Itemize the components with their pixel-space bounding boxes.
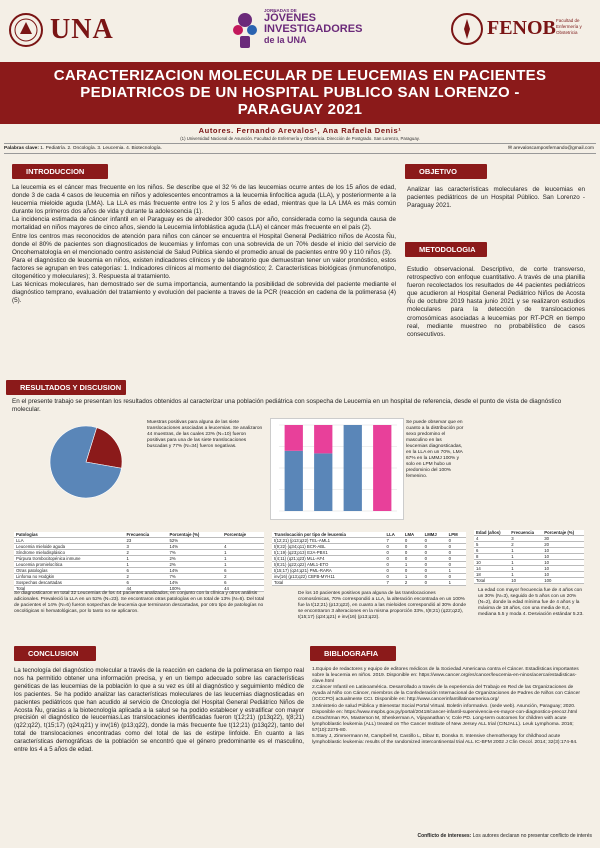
bar-caption: Se puede observar que en cuanto a la distribución por sexo predomino el masculino en las leucemias diagnosticadas, en la LLA en un 70%, LMA 67% en la LMMJ 100% y solo en LPM hubo un predominio del 100% femenino. (406, 420, 464, 479)
table-row (474, 578, 584, 584)
table-header-cell: LPM (447, 532, 466, 538)
table-cell: 0 (385, 556, 403, 562)
authors-block (0, 126, 600, 141)
una-logo-text: UNA (50, 14, 114, 45)
table-cell: Sospechas descartadas (14, 580, 124, 586)
reference-item: 5.Stary J, Zimmermann M, Campbell M, Castillo L, Dibar E, Donska S. Intensive chemotherapy for childhood acute lymphoblastic leukemia: results of the randomized intercontinental trial ALL IC-BFM 2002 J Clin Oncol. 2014; 32(3):174-84. (312, 734, 578, 746)
table-cell: 0 (423, 550, 447, 556)
table-cell: 4 (222, 544, 264, 550)
table-cell: 5 (474, 542, 509, 548)
table-cell: 1 (124, 562, 167, 568)
intro-p3: Entre los centros mas reconocidos de atención para niños con cáncer se encuentra el Hospital General Pediátrico niños de Acosta Ñu, donde el 80% de pacientes son diagnosticados de leucemias y linfomas con una sobrevida de un 70% desde el inicio del servicio de Oncohematología en el mencionado centro asistencial de Salud Pública siendo el promedio anual de pacientes entre 90 y 110 niños (3). (12, 232, 396, 256)
table-cell: LLA (14, 538, 124, 544)
table-cell: 6 (222, 580, 264, 586)
table-header-row (474, 530, 584, 536)
table-cell: 0 (403, 538, 423, 544)
table-header-cell: LMMJ (423, 532, 447, 538)
bar-segment (285, 451, 303, 511)
table-cell: 0 (447, 550, 466, 556)
fenob-sub1: Facultad de (556, 18, 580, 23)
table-cell: 1 (447, 580, 466, 586)
conflict-label: Conflicto de intereses: (417, 833, 472, 839)
table-cell: 1 (222, 562, 264, 568)
table-cell: Otras patologías (14, 568, 124, 574)
positivity-pie-chart (44, 420, 128, 504)
table-cell: 1 (509, 566, 542, 572)
table-cell: 10 (474, 560, 509, 566)
table-cell: 0 (403, 556, 423, 562)
table-cell: 1 (124, 556, 167, 562)
table-cell: 6 (222, 568, 264, 574)
conclusion-text: La tecnología del diagnóstico molecular a través de la reacción en cadena de la polimerasa en tiempo real nos ha permitido obtener una información precisa, y en un tiempo adecuado sobre las características genéticas de las leucemias de la población lo que a su vez es útil al diagnóstico y seguimiento médico de los pacientes. Se ha podido analizar las características moleculares de las leucemias diagnosticadas en pacientes pediátricos que han acudido al servicio de Oncología del Hospital General Pediátrico Niños de Acosta Ñu, gracias a la biotecnología aplicada a la salud se ha podido establecer y estratificar con mayor precisión el diagnóstico de leucemias.Las translocaciones identificadas fueron t(12;21) (p13q22), t(8;21) (q22;q22), t(15;17) (q24;q21) y inv(16) (p13;q22), donde la más frecuente fue t(12;21) (p13q22), tanto del total de translocaciones encontradas como del total de las de estirpe linfoide. En cuanto a las características demográficas de la población se encontró que el género predominante es el masculino, entre los 4 a 5 años de edad. (14, 667, 304, 754)
table-cell: 44 (222, 586, 264, 592)
intro-p5: Las técnicas moleculares, han demostrado ser de suma importancia, aumentando la posibilidad de sobrevida del paciente mediante el diagnóstico temprano, evaluación del tratamiento y evolución del paciente a traves de la PCR (reacción en cadena de la polimerasa (4) (5). (12, 281, 396, 305)
table-cell: 10 (542, 554, 584, 560)
bar-segment (314, 453, 332, 511)
jovenes-line2: JÓVENES (264, 12, 316, 24)
fenob-name: FENOB (487, 17, 556, 39)
table-cell: Síndrome mielodisplásico (14, 550, 124, 556)
table-cell: 30 (542, 536, 584, 542)
table-cell: 7 (385, 580, 403, 586)
table-header-cell: Frecuencia (509, 530, 542, 536)
table-cell: 52% (167, 538, 222, 544)
table-header-cell: Frecuencia (124, 532, 167, 538)
title-line3: PARAGUAY 2021 (237, 101, 363, 118)
bar-segment (373, 425, 391, 511)
table-cell: 44 (124, 586, 167, 592)
table-cell: 23 (124, 538, 167, 544)
table-cell: 3 (509, 536, 542, 542)
email-icon: ✉ (507, 145, 513, 151)
table-cell: t(15;17) (q24;q21) PML-RARA (272, 568, 385, 574)
table-cell: 10 (542, 566, 584, 572)
table-cell: 2% (167, 562, 222, 568)
table-header-cell: Edad (años) (474, 530, 509, 536)
table-cell: 14% (167, 580, 222, 586)
table-cell: Total (14, 586, 124, 592)
table-cell: Leucemia promielocítica (14, 562, 124, 568)
table-header-cell: Translocación por tipo de leucemia (272, 532, 385, 538)
intro-p4: Para el diagnóstico de leucemia en niños, existen indicadores clínicos y de laboratorio que demuestran tener un valor pronóstico, estos factores se agrupan en tres categorías: 1. Indicadores clínicos al momento del diagnóstico; 2. Características biológicas (inmunofenotipo, citogenético y moleculares); 3. Respuesta al tratamiento. (12, 256, 396, 281)
table-cell: 1 (509, 548, 542, 554)
table-cell: 0 (423, 562, 447, 568)
table-cell: 0 (423, 580, 447, 586)
table-cell: 10 (509, 578, 542, 584)
reference-item: 3.Ministerio de salud Pública y Bienestar Social Portal Virtual. Boletín informativo. (sede web). Asunción, Paraguay; 2020. Disponible en: https://www.mspbs.gov.py/portal/20418/cancer-infantil-supervivencia-es-mayor-con-diagnostico-precoz.html (312, 703, 578, 715)
intro-heading: INTRODUCCION (12, 164, 108, 179)
bar-chart-panel (270, 418, 404, 520)
table-cell: 0 (385, 574, 403, 580)
table-cell: 6 (124, 568, 167, 574)
table-cell: 0 (447, 574, 466, 580)
table2-panel (272, 532, 466, 586)
table-cell: 0 (403, 550, 423, 556)
table-cell: 7% (167, 574, 222, 580)
pie-caption: Muestras positivas para alguna de las siete translocaciones asociadas a leucemias. Se analizaron 44 muestras, de las cuales 23% (N=10) fueron positivas para una de las siete translocaciones buscadas y 77% (N=34) fueron negativas. (147, 420, 263, 449)
table-cell: 2 (124, 550, 167, 556)
title-line1: CARACTERIZACION MOLECULAR DE LEUCEMIAS EN PACIENTES (53, 67, 547, 84)
table-cell: 0 (423, 544, 447, 550)
table-cell: 1 (403, 574, 423, 580)
table-cell: 0 (385, 562, 403, 568)
resultados-intro: En el presente trabajo se presentan los resultados obtenidos al caracterizar una población pediátrica con sospecha de Leucemia en un hospital de referencia, desde el punto de vista de diagnóstico molecular. (12, 398, 562, 414)
table-cell: 0 (423, 556, 447, 562)
table-cell: 14% (167, 568, 222, 574)
table-cell: 20 (542, 542, 584, 548)
intro-p2: La incidencia estimada de cáncer infantil en el Paraguay es de alrededor 300 casos por año, considerada como la segunda causa de mortalidad en niños mayores de cinco años, siendo la Leucemia linfoblástica aguda (LLA) el cáncer más frecuente en el país (2). (12, 216, 396, 232)
table-cell: 1 (509, 554, 542, 560)
table-cell: 100 (542, 578, 584, 584)
table1-panel (14, 532, 264, 592)
table-cell: 2% (167, 556, 222, 562)
sex-distribution-bar-chart (271, 419, 403, 519)
table-header-cell: Porcentaje (222, 532, 264, 538)
table-cell: 2 (124, 574, 167, 580)
conflict-line (372, 833, 592, 839)
pie-chart-panel (44, 420, 128, 504)
table-cell: 1 (222, 550, 264, 556)
title-banner (0, 62, 600, 124)
table-header-cell: Porcentaje (%) (542, 530, 584, 536)
metodologia-heading: METODOLOGIA (405, 242, 487, 257)
table-cell: 0 (447, 538, 466, 544)
table-cell: 1 (403, 562, 423, 568)
table-cell: 0 (423, 538, 447, 544)
table-header-cell: LLA (385, 532, 403, 538)
keywords-text: 1. Pediatría. 2. Oncología. 3. Leucemia. 4. Biotecnología. (38, 146, 162, 151)
una-logo (8, 12, 128, 48)
jovenes-line1: JORNADAS DE (264, 8, 297, 13)
table-cell: 0 (423, 568, 447, 574)
table-cell: 1 (509, 560, 542, 566)
table-cell: 8 (474, 554, 509, 560)
references-list (312, 667, 588, 746)
title-line2: PEDIATRICOS DE UN HOSPITAL PUBLICO SAN LORENZO - (80, 84, 520, 101)
table-cell: 6 (124, 580, 167, 586)
translocaciones-table (272, 532, 466, 586)
objetivo-text: Analizar las características moleculares de leucemias en pacientes pediátricos de un Hospital Público. San Lorenzo - Paraguay 2021. (407, 186, 585, 210)
jovenes-line4: de la UNA (264, 35, 307, 45)
table-cell: 1 (509, 572, 542, 578)
intro-p1: La leucemia es el cáncer mas frecuente en los niños. Se describe que el 32 % de las leucemias ocurre antes de los 15 años de edad, donde 3 de cada 4 casos de leucemia en niños y adolescentes encontramos a la leucemia linfocítica aguda (LLA), y posteriormente a la leucemia mieloide aguda (LMA). La LLA es más frecuente entre los 2 y los 5 años de edad, mientras que la LA LMA es más común durante los primeros dos años de vida y durante la adolescencia (1). (12, 184, 396, 216)
keywords-row (4, 143, 596, 154)
table2-caption: De los 10 pacientes positivos para alguna de las translocaciones cromosómicas, 70% correspondió a LLA, la alteración encontrada en un 100% fue la t(12;21) (p13;q22), en cuanto a las mieloides correspondió al 30% donde se encontraron 3 alteraciones en la misma proporción 33%, t(8;21) (q22;q22), t(15;17) (q24;q21) e inv(16) (p13;q22). (298, 591, 466, 620)
bar-segment (314, 425, 332, 453)
table-cell: t(9;22) (q34;q11) BCR-ABL (272, 544, 385, 550)
bibliografia-heading: BIBLIOGRAFIA (310, 646, 396, 661)
table-cell: 1 (222, 556, 264, 562)
table3-panel (474, 530, 584, 584)
table-cell: 4 (474, 536, 509, 542)
table-cell: t(1;19) (q23;p13) E2A-PBX1 (272, 550, 385, 556)
table-cell: Púrpura trombocitopénica inmune (14, 556, 124, 562)
table-cell: 2 (403, 580, 423, 586)
age-caption: La edad con mayor frecuencia fue de 4 años con un 30% (N=3), seguido de 5 años con un 20% (N=2), donde la edad mínima fue de 4 años y la máxima de 18 años, con una media de 8,4, mediana 5.5 y moda 4. Desviación estándar 5.23. (478, 588, 584, 617)
fenob-sub2: Enfermería y (556, 24, 582, 29)
reference-item: 4.Drachtman RA, Masterson M, Shenkerman A, Vijayanathan V, Cole PD. Long-term outcomes for children with acute lymphoblastic leukemia (ALL) treated on The Cancer Institute of New Jersey ALL trial (CINJALL). Leuk Lymphoma. 2016; 57(10):2275-80. (312, 715, 574, 733)
table-cell: Total (474, 578, 509, 584)
table-cell: 0 (385, 568, 403, 574)
table-cell: t(4;11) (q21;q23) MLL-AF4 (272, 556, 385, 562)
table-cell: t(8;21) (q22;q22) AML1-ETO (272, 562, 385, 568)
table-cell: 3 (124, 544, 167, 550)
table-cell: 6 (474, 548, 509, 554)
table-cell: 0 (423, 574, 447, 580)
patologias-table (14, 532, 264, 592)
una-seal-icon (8, 12, 44, 48)
table-cell: 18 (474, 572, 509, 578)
header-bar (0, 0, 600, 62)
table-cell: 0 (447, 544, 466, 550)
table-cell: 2 (222, 574, 264, 580)
table-header-cell: Patologías (14, 532, 124, 538)
table-cell: 0 (385, 544, 403, 550)
table-cell: 0 (447, 562, 466, 568)
conflict-text: Los autores declaran no presentar conflicto de interés (471, 833, 592, 839)
intro-body (12, 184, 396, 305)
bar-segment (285, 425, 303, 451)
objetivo-heading: OBJETIVO (405, 164, 487, 179)
contact-email[interactable]: arevaloscamposfernando@gmail.com (513, 146, 594, 151)
resultados-heading: RESULTADOS Y DISCUSION (6, 380, 126, 395)
table-cell: 0 (403, 544, 423, 550)
keywords-label: Palabras clave: (4, 146, 39, 151)
table-cell: 10 (542, 548, 584, 554)
table-cell: t(12;21) (p13;q22) TEL-AML1 (272, 538, 385, 544)
jovenes-emblem-icon (230, 10, 260, 50)
reference-item: 1.Equipo de redactores y equipo de editores médicos de la Sociedad Americana contra el Cáncer. Estadísticas importantes sobre la leucemia en niños. 2019. Disponible en: https://www.cancer.org/es/cancer/leucemia-en-ninos/acerca/estadisticas-clave.html (312, 667, 579, 685)
authors-affiliation: (1) Universidad Nacional de Asunción. Facultad de Enfermería y Obstetricia. Dirección de Postgrado. San Lorenzo, Paraguay. (180, 136, 420, 141)
jovenes-line3: INVESTIGADORES (264, 23, 363, 35)
table-header-cell: LMA (403, 532, 423, 538)
table-cell: Linfoma no Hodgkin (14, 574, 124, 580)
reference-item: 2.Cáncer Infantil en Latinoamérica. Desarrollado a través de la experiencia del Trabajo en Red de las Organizaciones de Ayuda al Niño con Cáncer, miembros de la Confederación Internacional de Organizaciones de Padres de Niños con Cáncer (ICCCPO) actualmente CCI. Disponible en: http://www.cancerinfantillatinoamerica.org/ (312, 685, 580, 703)
table-cell: 0 (403, 568, 423, 574)
fenob-seal-icon (450, 12, 484, 46)
table-row (272, 580, 466, 586)
conclusion-heading: CONCLUSION (14, 646, 96, 661)
table-cell: 0 (385, 550, 403, 556)
table-cell: 14 (474, 566, 509, 572)
fenob-logo (450, 12, 595, 48)
table-cell: Total (272, 580, 385, 586)
edad-table (474, 530, 584, 584)
table-cell: inv(16) (p13;q22) CBFB-MYH11 (272, 574, 385, 580)
table-cell: 10 (542, 560, 584, 566)
table-cell: 14% (167, 544, 222, 550)
table-cell: Leucemia mieloide aguda (14, 544, 124, 550)
table-cell: 10 (542, 572, 584, 578)
authors-names: Autores. Fernando Arevalos¹, Ana Rafaela Denis¹ (198, 126, 402, 135)
table1-caption: Se diagnosticaron en total 32 Leucemias de los 44 pacientes analizados, en conjunto con la clínica y otros análisis adicionales. Prevaleció la LLA en un 52% (N=23). Se encontraron otras patologías en un total de 13% (N=6). Del total de pacientes el 14% (N=6) fueron sospechas de leucemia que terminaron descartadas, por otro tipo de patologías no oncológicas ni hematológicas, por lo tanto no se aplicaron. (14, 591, 265, 614)
fenob-sub3: Obstetricia (556, 30, 578, 35)
table-cell: 7% (167, 550, 222, 556)
table-header-cell: Porcentaje (%) (167, 532, 222, 538)
jovenes-investigadores-logo (230, 4, 370, 58)
table-cell: 2 (509, 542, 542, 548)
table-cell: 7 (385, 538, 403, 544)
table-cell: 0 (447, 556, 466, 562)
metodologia-text: Estudio observacional. Descriptivo, de corte transverso, retrospectivo con enfoque cuantitativo. A través de una planilla fueron recolectados los resultados de 44 pacientes pediátricos que acudieron al Hospital General Pediátrico Niños de Acosta Ñu de octubre 2019 hasta junio 2021 y se realizaron estudios moleculares para la detección de translocaciones cromosómicas asociadas a leucemias por RT-PCR en tiempo real, mediante muestreo no probabilístico de casos consecutivos. (407, 266, 585, 338)
table-cell: 1 (447, 568, 466, 574)
bar-segment (344, 425, 362, 511)
table-cell: 100% (167, 586, 222, 592)
